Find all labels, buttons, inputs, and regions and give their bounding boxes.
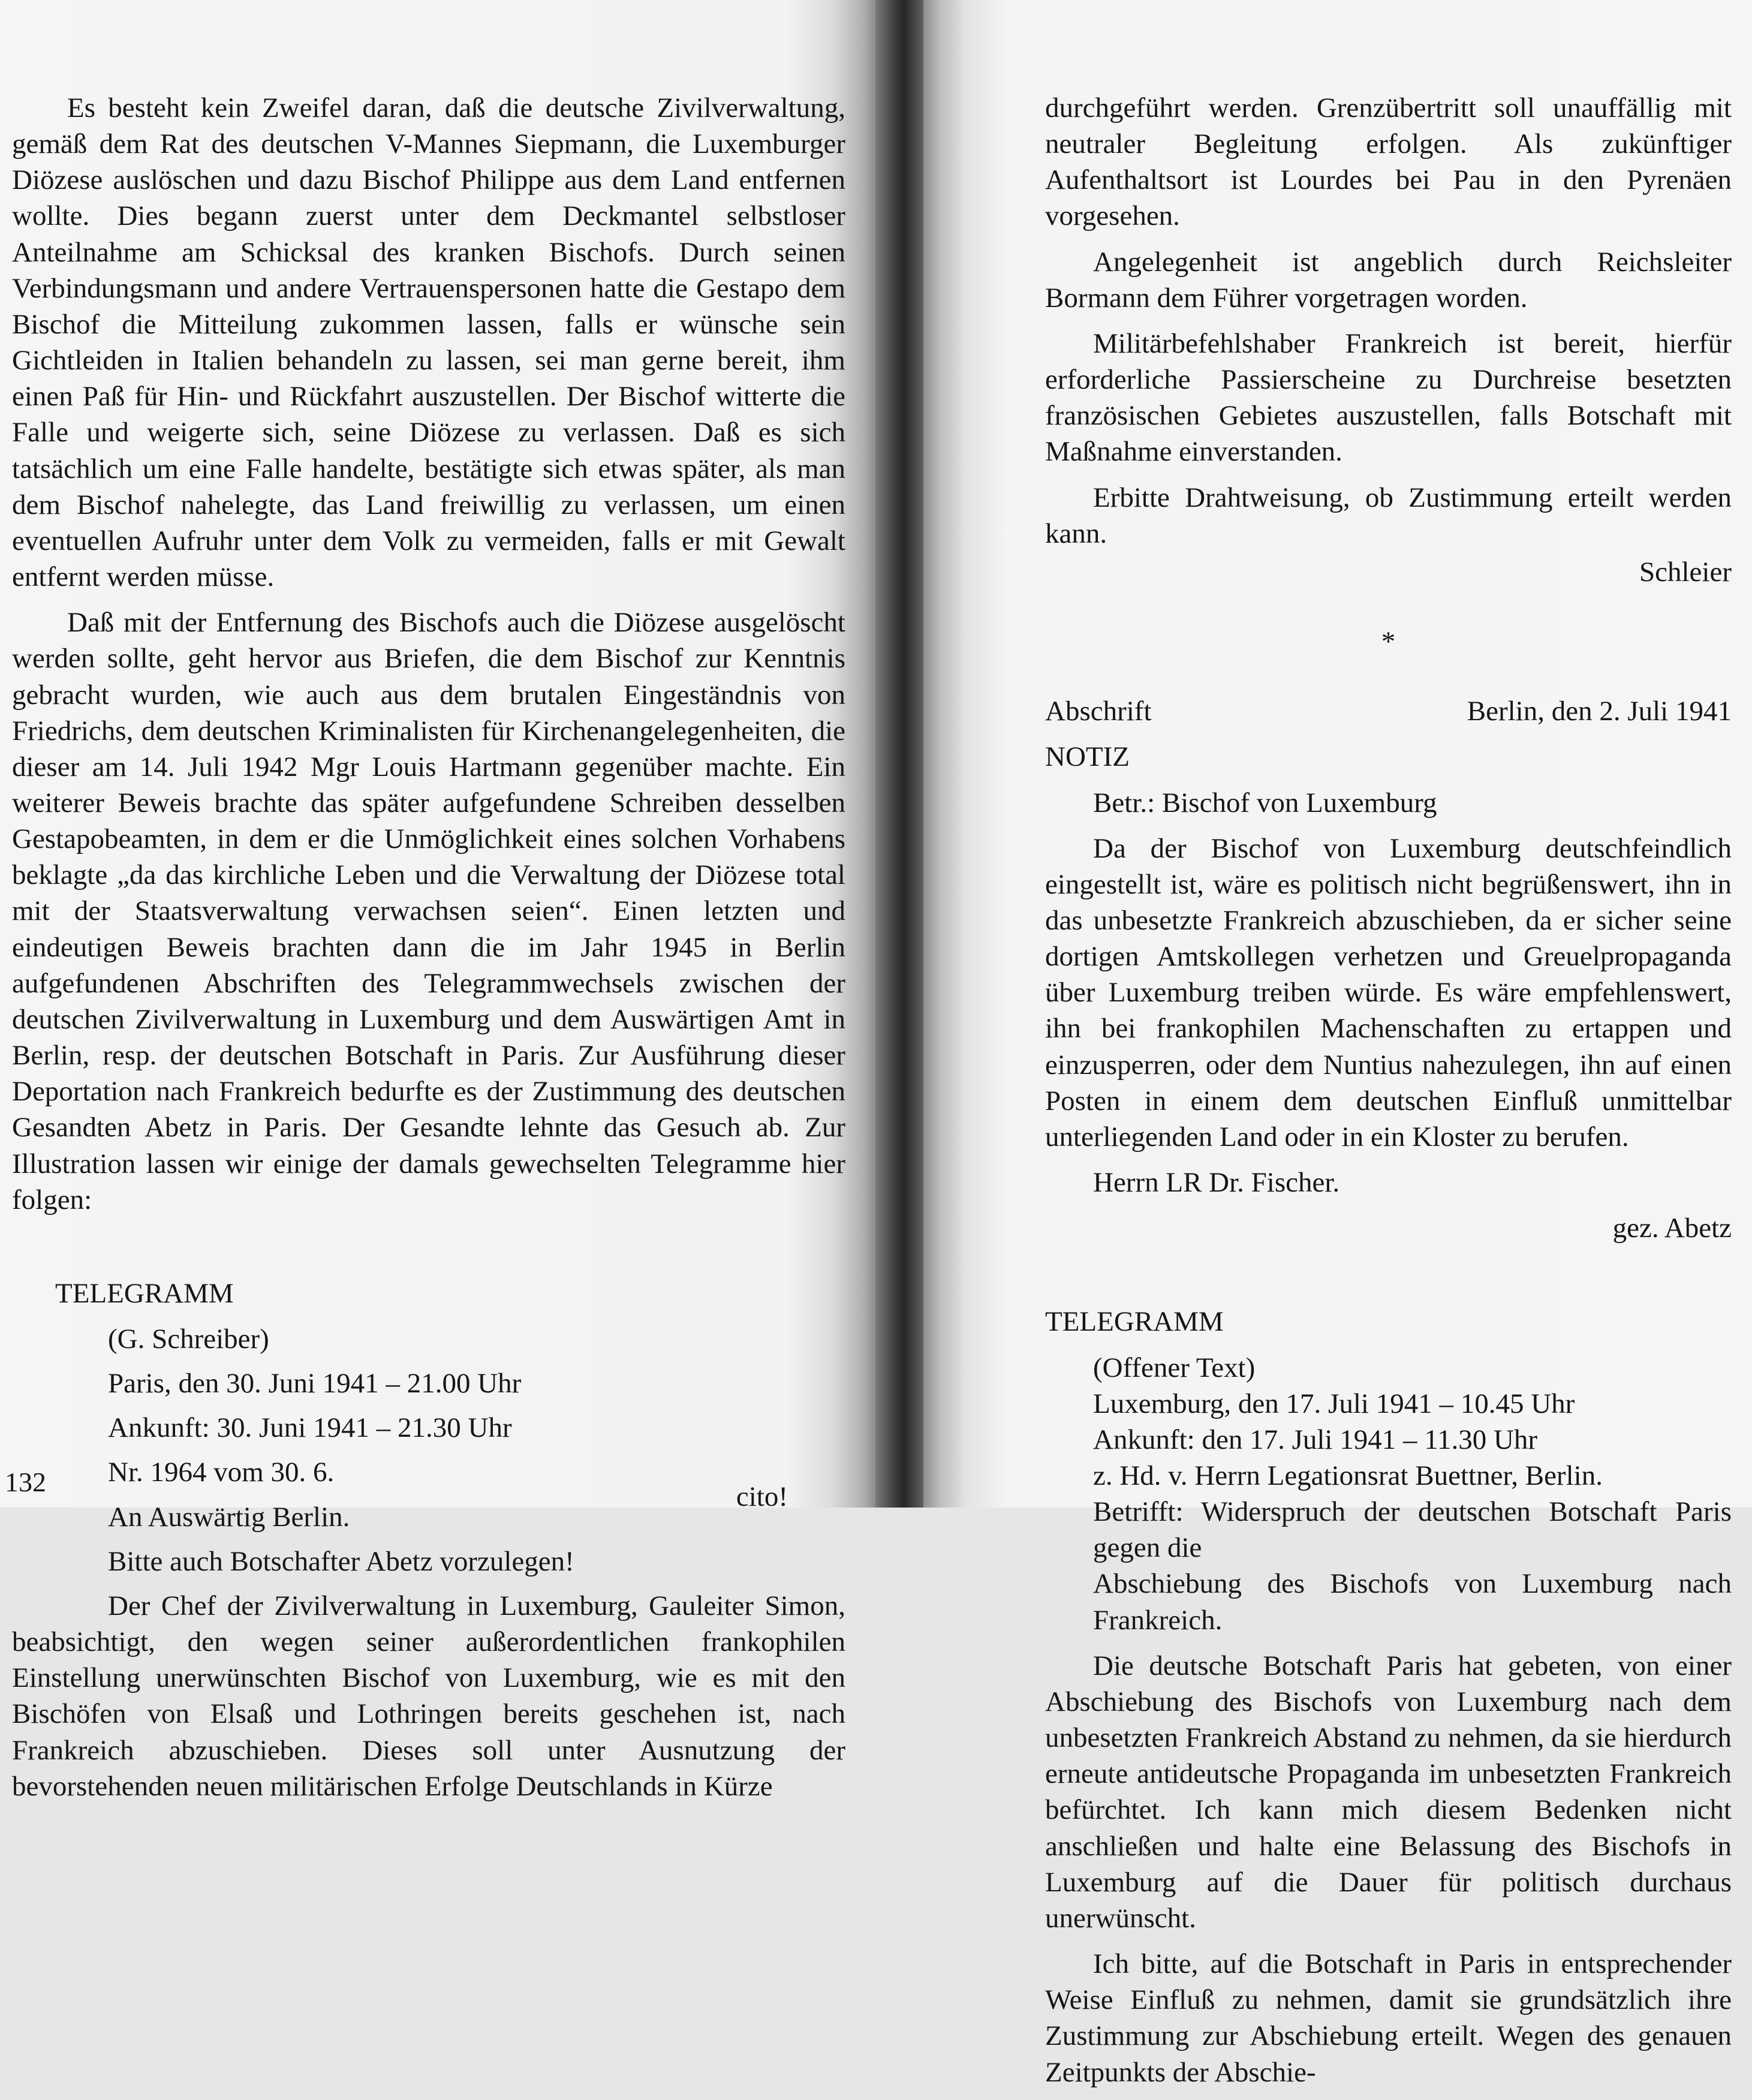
telegram-open-text: (Offener Text) — [1093, 1352, 1256, 1383]
abschrift-row — [1045, 693, 1732, 729]
page-number: 132 — [5, 1467, 46, 1497]
right-paragraph-militaerbefehlshaber: Militärbefehlshaber Frankreich ist bereit, hierfür erforderliche Passierscheine zu Durchreise besetzten französischen Gebietes auszustellen, falls Botschaft mit Maßnahme einverstanden. — [1045, 327, 1732, 468]
notiz-heading: NOTIZ — [1045, 741, 1130, 773]
telegram-heading-left: TELEGRAMM — [55, 1277, 234, 1309]
telegram-sender: (G. Schreiber) — [108, 1323, 269, 1355]
telegram-cito-marker: cito! — [736, 1481, 788, 1512]
right-paragraph-erbitte: Erbitte Drahtweisung, ob Zustimmung erteilt werden kann. — [1045, 482, 1732, 549]
right-paragraph-continued: durchgeführt werden. Grenzübertritt soll unauffällig mit neutraler Begleitung erfolgen. Als zukünftiger Aufenthaltsort ist Lourdes bei Pau in den Pyrenäen vorgesehen. — [1045, 92, 1732, 232]
signature-schleier: Schleier — [1639, 556, 1732, 588]
spacer — [1045, 600, 1732, 624]
spacer — [1045, 669, 1732, 693]
abschrift-label: Abschrift — [1045, 696, 1152, 727]
right-paragraph-botschaft: Die deutsche Botschaft Paris hat gebeten, von einer Abschiebung des Bischofs von Luxemburg nach dem unbesetzten Frankreich Abstand zu nehmen, da sie hierdurch erneute antideutsche Propaganda im unbesetzten Frankreich befürchtet. Ich kann mich diesem Bedenken nicht anschließen und halte eine Belassung des Bischofs in Luxemburg auf die Dauer für politisch durchaus unerwünscht. — [1045, 1650, 1732, 1934]
telegram-recipient-line: An Auswärtig Berlin. — [108, 1501, 350, 1533]
telegram-request-line: Bitte auch Botschafter Abetz vorzulegen! — [108, 1545, 574, 1577]
spacer — [12, 1227, 845, 1275]
signature-abetz: gez. Abetz — [1612, 1213, 1732, 1244]
telegram-heading-right: TELEGRAMM — [1045, 1306, 1224, 1338]
right-paragraph-bitte: Ich bitte, auf die Botschaft in Paris in entsprechender Weise Einfluß zu nehmen, damit sie grundsätzlich ihre Zustimmung zur Abschiebung erteilt. Wegen des genauen Zeitpunkts der Abschie- — [1045, 1948, 1732, 2088]
telegram-origin-line: Paris, den 30. Juni 1941 – 21.00 Uhr — [108, 1368, 522, 1400]
section-separator-asterisk: * — [1381, 626, 1396, 658]
notiz-addressee: Herrn LR Dr. Fischer. — [1093, 1167, 1340, 1199]
telegram-block-right — [1045, 1350, 1732, 1638]
spacer — [1045, 1256, 1732, 1304]
right-paragraph-bormann: Angelegenheit ist angeblich durch Reichsleiter Bormann dem Führer vorgetragen worden. — [1045, 246, 1732, 314]
left-page — [0, 0, 875, 1802]
telegram-attention-line: z. Hd. v. Herrn Legationsrat Buettner, Berlin. — [1093, 1460, 1603, 1491]
notiz-betreff: Betr.: Bischof von Luxemburg — [1093, 787, 1437, 819]
left-paragraph-dioezese: Daß mit der Entfernung des Bischofs auch die Diözese ausgelöscht werden sollte, geht hervor aus Briefen, die dem Bischof zur Kenntnis gebracht wurden, wie auch aus dem brutalen Eingeständnis von Friedrichs, dem deutschen Kriminalisten für Kirchenangelegenheiten, die dieser am 14. Juli 1942 Mgr Louis Hartmann gegenüber machte. Ein weiterer Beweis brachte das später aufgefundene Schreiben desselben Gestapobeamten, in dem er die Unmöglichkeit eines solchen Vorhabens beklagte „da das kirchliche Leben und die Verwaltung der Diözese total mit der Staatsverwaltung verwachsen seien“. Einen letzten und eindeutigen Beweis brachten dann die im Jahr 1945 in Berlin aufgefundenen Abschriften des Telegrammwechsels zwischen der deutschen Zivilverwaltung in Luxemburg und dem Auswärtigen Amt in Berlin, resp. der deutschen Botschaft in Paris. Zur Ausführung dieser Deportation nach Frankreich bedurfte es der Zustimmung des deutschen Gesandten Abetz in Paris. Der Gesandte lehnte das Gesuch ab. Zur Illustration lassen wir einige der damals gewechselten Telegramme hier folgen: — [12, 607, 845, 1216]
left-paragraph-zivilverwaltung: Es besteht kein Zweifel daran, daß die deutsche Zivilverwaltung, gemäß dem Rat des deutschen V-Mannes Siepmann, die Luxemburger Diözese auslöschen und dazu Bischof Philippe aus dem Land entfernen wollte. Dies begann zuerst unter dem Deckmantel selbstloser Anteilnahme am Schicksal des kranken Bischofs. Durch seinen Verbindungsmann und andere Vertrauenspersonen hatte die Gestapo dem Bischof die Mitteilung zukommen lassen, falls er wünsche sein Gichtleiden in Italien behandeln zu lassen, sei man gerne bereit, ihm einen Paß für Hin- und Rückfahrt auszustellen. Der Bischof witterte die Falle und weigerte sich, seine Diözese zu verlassen. Daß es sich tatsächlich um eine Falle handelte, bestätigte sich etwas später, als man dem Bischof nahelegte, das Land freiwillig zu verlassen, um einen eventuellen Aufruhr unter dem Volk zu vermeiden, falls er mit Gewalt entfernt werden müsse. — [12, 92, 845, 593]
abschrift-date: Berlin, den 2. Juli 1941 — [1467, 696, 1732, 727]
telegram-recipient-row — [108, 1481, 845, 1535]
left-page-text — [12, 90, 845, 1814]
right-page-text — [1045, 90, 1732, 2100]
right-paragraph-notiz: Da der Bischof von Luxemburg deutschfeindlich eingestellt ist, wäre es politisch nicht begrüßenswert, ihn in das unbesetzte Frankreich abzuschieben, da er sicher seine dortigen Amtskollegen verhetzen und Greuelpropaganda über Luxemburg treiben würde. Es wäre empfehlenswert, ihn bei frankophilen Machenschaften zu ertappen und einzusperren, oder dem Nuntius nahezulegen, ihn auf einen Posten in einem dem deutschen Einfluß unmittelbar unterliegenden Land oder in ein Kloster zu berufen. — [1045, 832, 1732, 1153]
left-paragraph-chef-zivilverwaltung: Der Chef der Zivilverwaltung in Luxemburg, Gauleiter Simon, beabsichtigt, den wegen seiner außerordentlichen frankophilen Einstellung unerwünschten Bischof von Luxemburg, wie es mit den Bischöfen von Elsaß und Lothringen bereits geschehen ist, nach Frankreich abzuschieben. Dieses soll unter Ausnutzung der bevorstehenden neuen militärischen Erfolge Deutschlands in Kürze — [12, 1590, 845, 1802]
telegram-block-left — [12, 1321, 845, 1579]
telegram-number-line: Nr. 1964 vom 30. 6. — [108, 1457, 335, 1488]
telegram-subject-continuation: Abschiebung des Bischofs von Luxemburg nach Frankreich. — [1093, 1568, 1732, 1636]
telegram-arrival-line-right: Ankunft: den 17. Juli 1941 – 11.30 Uhr — [1093, 1424, 1538, 1455]
telegram-luxemburg-line: Luxemburg, den 17. Juli 1941 – 10.45 Uhr — [1093, 1388, 1575, 1419]
telegram-arrival-line: Ankunft: 30. Juni 1941 – 21.30 Uhr — [108, 1412, 512, 1444]
telegram-subject-line: Betrifft: Widerspruch der deutschen Botschaft Paris gegen die — [1093, 1496, 1732, 1564]
book-gutter-shadow — [875, 0, 923, 1508]
right-page — [923, 0, 1752, 2088]
